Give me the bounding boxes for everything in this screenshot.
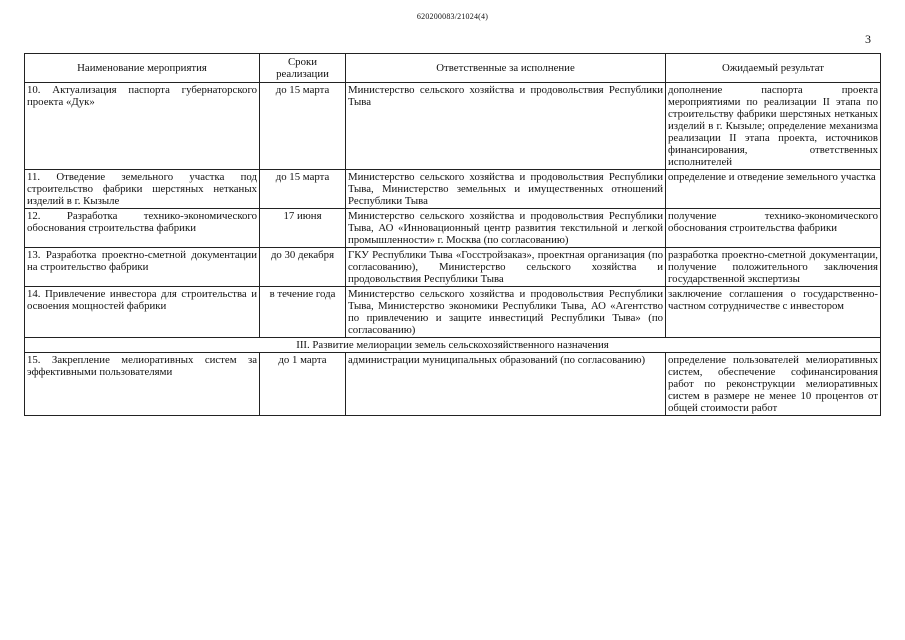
table-row	[25, 83, 881, 170]
expected-result-cell: определение пользователей мелиоративных систем, обеспечение софинансирования работ по реконструкции мелиоративных систем в размере не менее 10 процентов от общей стоимости работ	[666, 353, 881, 416]
responsible-cell: Министерство сельского хозяйства и продовольствия Республики Тыва, Министерство экономики Республики Тыва, АО «Агентство по привлечению и защите инвестиций Республики Тыва» (по согласованию)	[346, 287, 666, 338]
table-header-row	[25, 54, 881, 83]
header-activity-name: Наименование мероприятия	[25, 54, 260, 83]
table-row	[25, 248, 881, 287]
activity-name-cell: 10. Актуализация паспорта губернаторского проекта «Дук»	[25, 83, 260, 170]
document-id: 620200083/21024(4)	[416, 12, 489, 21]
expected-result-cell: получение технико-экономического обоснования строительства фабрики	[666, 209, 881, 248]
term-cell: до 15 марта	[260, 170, 346, 209]
term-cell: до 15 марта	[260, 83, 346, 170]
responsible-cell: Министерство сельского хозяйства и продовольствия Республики Тыва, Министерство земельных и имущественных отношений Республики Тыва	[346, 170, 666, 209]
header-term: Сроки реализации	[260, 54, 346, 83]
section-heading-row	[25, 338, 881, 353]
expected-result-cell: определение и отведение земельного участка	[666, 170, 881, 209]
section-title: III. Развитие мелиорации земель сельскохозяйственного назначения	[25, 338, 881, 353]
page-number: 3	[865, 32, 871, 46]
responsible-cell: ГКУ Республики Тыва «Госстройзаказ», проектная организация (по согласованию), Министерство сельского хозяйства и продовольствия Республики Тыва	[346, 248, 666, 287]
header-responsible: Ответственные за исполнение	[346, 54, 666, 83]
activity-name-cell: 13. Разработка проектно-сметной документации на строительство фабрики	[25, 248, 260, 287]
term-cell: до 30 декабря	[260, 248, 346, 287]
table-row	[25, 353, 881, 416]
expected-result-cell: разработка проектно-сметной документации, получение положительного заключения государственной экспертизы	[666, 248, 881, 287]
responsible-cell: Министерство сельского хозяйства и продовольствия Республики Тыва, АО «Инновационный центр развития текстильной и легкой промышленности» г. Москва (по согласованию)	[346, 209, 666, 248]
responsible-cell: администрации муниципальных образований (по согласованию)	[346, 353, 666, 416]
action-plan-table	[24, 53, 881, 416]
table-row	[25, 287, 881, 338]
activity-name-cell: 11. Отведение земельного участка под строительство фабрики шерстяных нетканых изделий в г. Кызыле	[25, 170, 260, 209]
responsible-cell: Министерство сельского хозяйства и продовольствия Республики Тыва	[346, 83, 666, 170]
activity-name-cell: 15. Закрепление мелиоративных систем за эффективными пользователями	[25, 353, 260, 416]
expected-result-cell: дополнение паспорта проекта мероприятиями по реализации II этапа по строительству фабрики шерстяных нетканых изделий в г. Кызыле; определение механизма реализации II этапа проекта, источников финансирования, ответственных исполнителей	[666, 83, 881, 170]
table-row	[25, 209, 881, 248]
activity-name-cell: 12. Разработка технико-экономического обоснования строительства фабрики	[25, 209, 260, 248]
term-cell: в течение года	[260, 287, 346, 338]
header-expected-result: Ожидаемый результат	[666, 54, 881, 83]
term-cell: 17 июня	[260, 209, 346, 248]
expected-result-cell: заключение соглашения о государственно-частном сотрудничестве с инвестором	[666, 287, 881, 338]
table-row	[25, 170, 881, 209]
term-cell: до 1 марта	[260, 353, 346, 416]
activity-name-cell: 14. Привлечение инвестора для строительства и освоения мощностей фабрики	[25, 287, 260, 338]
